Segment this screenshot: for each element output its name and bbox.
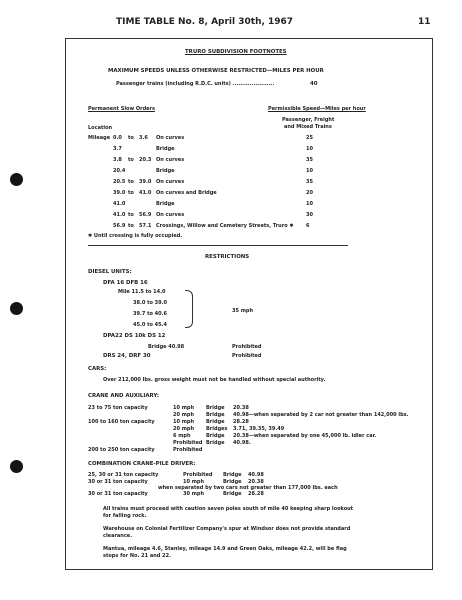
slow-orders-heading: Permanent Slow Orders <box>88 106 155 112</box>
row-from: 20.4 <box>113 168 126 174</box>
pile-heading: COMBINATION CRANE-PILE DRIVER: <box>88 461 196 467</box>
crane-speed: Prohibited <box>173 440 203 446</box>
row-to: 57.1 <box>139 223 152 229</box>
note-line: stops for No. 21 and 22. <box>103 553 171 559</box>
dpa-units: DPA22 DS 10k DS 12 <box>103 333 166 339</box>
pile-detail: 40.98 <box>248 472 264 478</box>
pile-kind: Bridge <box>223 472 242 478</box>
row-from: 39.0 <box>113 190 126 196</box>
max-speeds-title: MAXIMUM SPEEDS UNLESS OTHERWISE RESTRICTED—MILES PER HOUR <box>108 68 324 74</box>
mile-range: Mile 11.5 to 14.0 <box>118 289 166 295</box>
note-line: Mantua, mileage 4.6, Stanley, mileage 14.9 and Green Oaks, mileage 42.2, will be flag <box>103 546 347 552</box>
row-sep: to <box>128 157 134 163</box>
row-sep: to <box>128 212 134 218</box>
range-brace <box>185 290 193 328</box>
row-from: 56.9 <box>113 223 126 229</box>
crane-speed: 6 mph <box>173 433 191 439</box>
crane-speed: 10 mph <box>173 419 195 425</box>
row-to: 39.0 <box>139 179 152 185</box>
cars-text: Over 212,000 lbs. gross weight must not be handled without special authority. <box>103 377 326 383</box>
col-sub-line1: Passenger, Freight <box>282 117 335 123</box>
pile-last-cap: 30 or 31 ton capacity <box>88 491 148 497</box>
row-from: 20.5 <box>113 179 126 185</box>
pile-note: when separated by two cars not greater than 177,000 lbs. each <box>158 485 338 491</box>
crane-heading: CRANE AND AUXILIARY: <box>88 393 159 399</box>
binder-hole-middle <box>10 302 23 315</box>
page-number: 11 <box>418 17 431 27</box>
note-line: clearance. <box>103 533 133 539</box>
dpa-status: Prohibited <box>232 344 262 350</box>
location-label: Location <box>88 125 113 131</box>
row-from: 41.0 <box>113 212 126 218</box>
passenger-value: 40 <box>310 81 318 87</box>
drs-units: DRS 24, DRF 30 <box>103 353 151 359</box>
pile-speed: 10 mph <box>183 479 205 485</box>
crane-kind: Bridge <box>206 440 225 446</box>
crane-detail: 40.98. <box>233 440 251 446</box>
row-sep: to <box>128 179 134 185</box>
cars-heading: CARS: <box>88 366 107 372</box>
mile-range: 39.7 to 40.6 <box>133 311 167 317</box>
mile-range: 45.0 to 45.4 <box>133 322 167 328</box>
note-line: All trains must proceed with caution seven poles south of mile 40 keeping sharp lookout <box>103 506 354 512</box>
dpa-bridge: Bridge 40.98 <box>148 344 185 350</box>
mileage-label: Mileage <box>88 135 111 141</box>
col-sub-line2: and Mixed Trains <box>284 124 332 130</box>
row-desc: Bridge <box>156 168 175 174</box>
footnotes-heading: TRURO SUBDIVISION FOOTNOTES <box>185 49 287 55</box>
diesel-heading: DIESEL UNITS: <box>88 269 132 275</box>
crane-kind: Bridges <box>206 426 228 432</box>
crane-speed: 20 mph <box>173 412 195 418</box>
crane-kind: Bridge <box>206 412 225 418</box>
pile-last-detail: 28.28 <box>248 491 264 497</box>
crane-detail: 20.38—when separated by one 45,000 lb. idler car. <box>233 433 377 439</box>
binder-hole-top <box>10 173 23 186</box>
restrictions-heading: RESTRICTIONS <box>205 254 250 260</box>
row-desc: On curves <box>156 179 185 185</box>
row-speed: 6 <box>306 223 310 229</box>
row-sep: to <box>128 190 134 196</box>
row-speed: 35 <box>306 157 313 163</box>
crossing-footnote: ✱ Until crossing is fully occupied. <box>88 233 183 239</box>
crane-detail: 28.28 <box>233 419 249 425</box>
row-speed: 25 <box>306 135 313 141</box>
crane-speed: 20 mph <box>173 426 195 432</box>
row-sep: to <box>128 135 134 141</box>
crane-speed: Prohibited <box>173 447 203 453</box>
pile-detail: 20.38 <box>248 479 264 485</box>
row-from: 3.8 <box>113 157 122 163</box>
passenger-label: Passenger trains (including R.D.C. units) ...................... <box>116 81 275 87</box>
row-desc: On curves <box>156 157 185 163</box>
row-to: 20.3 <box>139 157 152 163</box>
row-to: 3.6 <box>139 135 148 141</box>
mile-speed: 35 mph <box>232 308 254 314</box>
row-desc: On curves and Bridge <box>156 190 217 196</box>
crane-cap: 200 to 250 ton capacity <box>88 447 155 453</box>
crane-cap: 23 to 75 ton capacity <box>88 405 148 411</box>
section-divider <box>88 245 348 246</box>
row-speed: 10 <box>306 168 313 174</box>
crane-kind: Bridge <box>206 419 225 425</box>
row-from: 0.0 <box>113 135 122 141</box>
row-from: 3.7 <box>113 146 122 152</box>
row-desc: Bridge <box>156 146 175 152</box>
crane-kind: Bridge <box>206 405 225 411</box>
crane-speed: 10 mph <box>173 405 195 411</box>
row-sep: to <box>128 223 134 229</box>
note-line: for falling rock. <box>103 513 147 519</box>
row-speed: 10 <box>306 201 313 207</box>
row-desc: Crossings, Willow and Cemetery Streets, Truro ✱ <box>156 223 294 229</box>
note-line: Warehouse on Colonial Fertilizer Company's spur at Windsor does not provide standard <box>103 526 351 532</box>
crane-detail: 40.98—when separated by 2 car not greater than 142,000 lbs. <box>233 412 409 418</box>
row-from: 41.0 <box>113 201 126 207</box>
pile-last-speed: 30 mph <box>183 491 205 497</box>
row-desc: On curves <box>156 135 185 141</box>
pile-cap: 30 or 31 ton capacity <box>88 479 148 485</box>
row-to: 56.9 <box>139 212 152 218</box>
binder-hole-bottom <box>10 460 23 473</box>
row-speed: 30 <box>306 212 313 218</box>
drs-status: Prohibited <box>232 353 262 359</box>
pile-kind: Bridge <box>223 479 242 485</box>
row-to: 41.0 <box>139 190 152 196</box>
crane-detail: 20.38 <box>233 405 249 411</box>
pile-cap: 25, 30 or 31 ton capacity <box>88 472 159 478</box>
dfa-units: DFA 16 DFB 16 <box>103 280 148 286</box>
permissible-heading: Permissible Speed—Miles per hour <box>268 106 366 112</box>
crane-cap: 100 to 160 ton capacity <box>88 419 155 425</box>
mile-range: 38.0 to 39.0 <box>133 300 167 306</box>
crane-kind: Bridge <box>206 433 225 439</box>
pile-speed: Prohibited <box>183 472 213 478</box>
row-speed: 10 <box>306 146 313 152</box>
crane-detail: 3.71, 39.35, 39.49 <box>233 426 285 432</box>
pile-last-kind: Bridge <box>223 491 242 497</box>
row-desc: On curves <box>156 212 185 218</box>
header-title: TIME TABLE No. 8, April 30th, 1967 <box>116 17 294 27</box>
row-speed: 20 <box>306 190 313 196</box>
row-speed: 35 <box>306 179 313 185</box>
row-desc: Bridge <box>156 201 175 207</box>
